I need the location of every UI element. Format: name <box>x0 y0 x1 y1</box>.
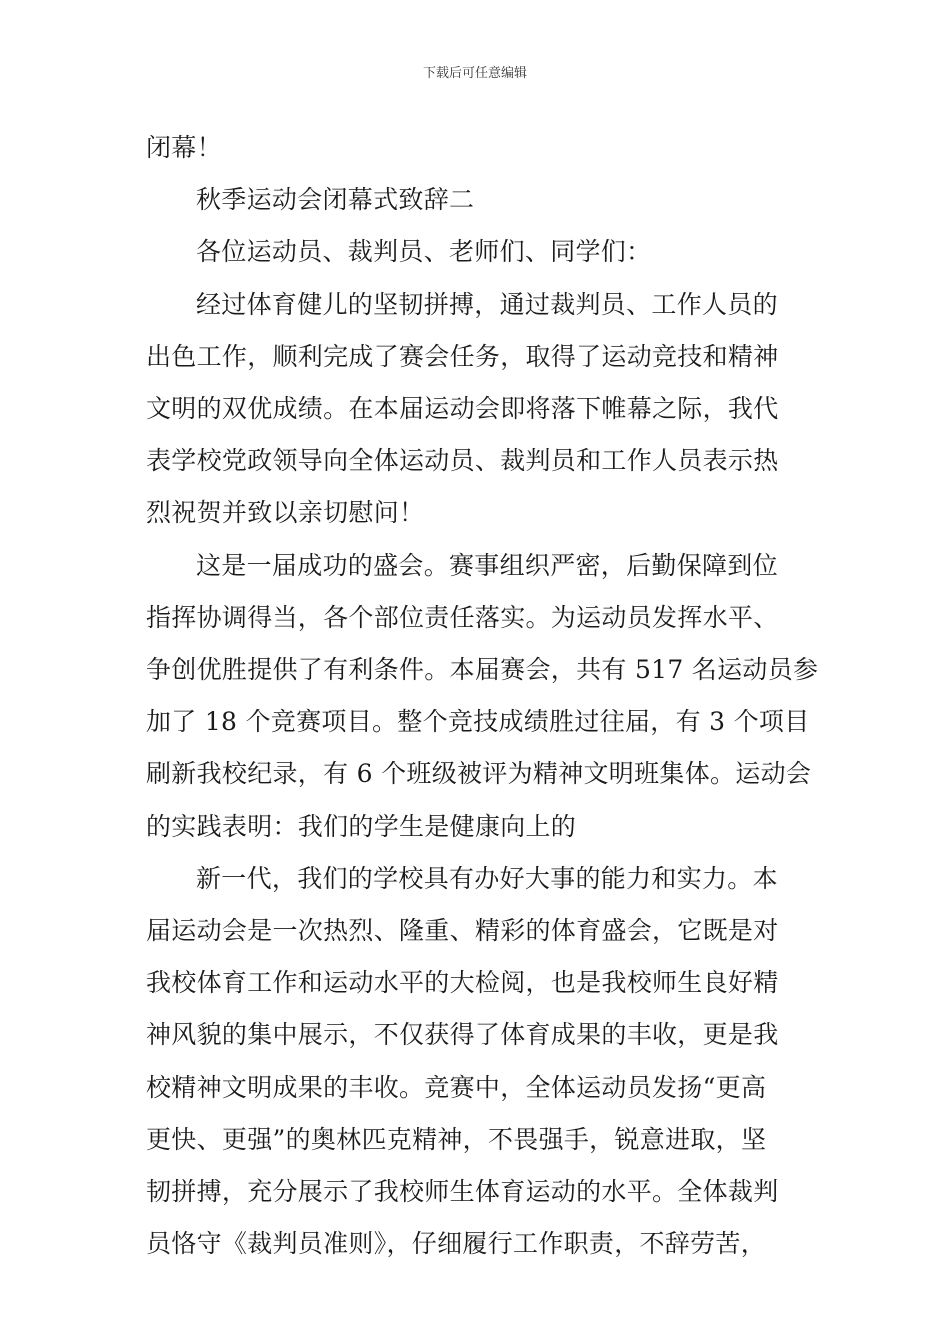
text-line: 秋季运动会闭幕式致辞二 <box>196 185 475 214</box>
text-line: 届运动会是一次热烈、隆重、精彩的体育盛会，它既是对 <box>146 916 779 945</box>
text-line: 表学校党政领导向全体运动员、裁判员和工作人员表示热 <box>146 446 779 475</box>
text-line: 新一代，我们的学校具有办好大事的能力和实力。本 <box>196 864 778 893</box>
text-line: 加了 18 个竞赛项目。整个竞技成绩胜过往届，有 3 个项目 <box>146 707 810 736</box>
text-line: 神风貌的集中展示，不仅获得了体育成果的丰收，更是我 <box>146 1020 779 1049</box>
text-line: 我校体育工作和运动水平的大检阅，也是我校师生良好精 <box>146 968 779 997</box>
text-line: 员恪守《裁判员准则》，仔细履行工作职责，不辞劳苦， <box>146 1229 767 1258</box>
text-line: 指挥协调得当，各个部位责任落实。为运动员发挥水平、 <box>146 603 779 632</box>
text-line: 出色工作，顺利完成了赛会任务，取得了运动竞技和精神 <box>146 342 779 371</box>
text-line: 闭幕！ <box>146 133 222 162</box>
text-line: 经过体育健儿的坚韧拼搏，通过裁判员、工作人员的 <box>196 290 778 319</box>
page-header: 下载后可任意编辑 <box>422 66 527 81</box>
text-line: 各位运动员、裁判员、老师们、同学们： <box>196 237 652 266</box>
text-line: 更快、更强”的奥林匹克精神，不畏强手，锐意进取，坚 <box>146 1125 767 1154</box>
text-line: 文明的双优成绩。在本届运动会即将落下帷幕之际，我代 <box>146 394 779 423</box>
text-line: 烈祝贺并致以亲切慰问！ <box>146 498 425 527</box>
text-line: 争创优胜提供了有利条件。本届赛会，共有 517 名运动员参 <box>146 655 819 684</box>
text-line: 的实践表明：我们的学生是健康向上的 <box>146 812 577 841</box>
text-line: 刷新我校纪录，有 6 个班级被评为精神文明班集体。运动会 <box>146 759 812 788</box>
text-line: 这是一届成功的盛会。赛事组织严密，后勤保障到位 <box>196 551 778 580</box>
text-line: 韧拼搏，充分展示了我校师生体育运动的水平。全体裁判 <box>146 1177 779 1206</box>
text-line: 校精神文明成果的丰收。竞赛中，全体运动员发扬“更高 <box>146 1073 767 1102</box>
